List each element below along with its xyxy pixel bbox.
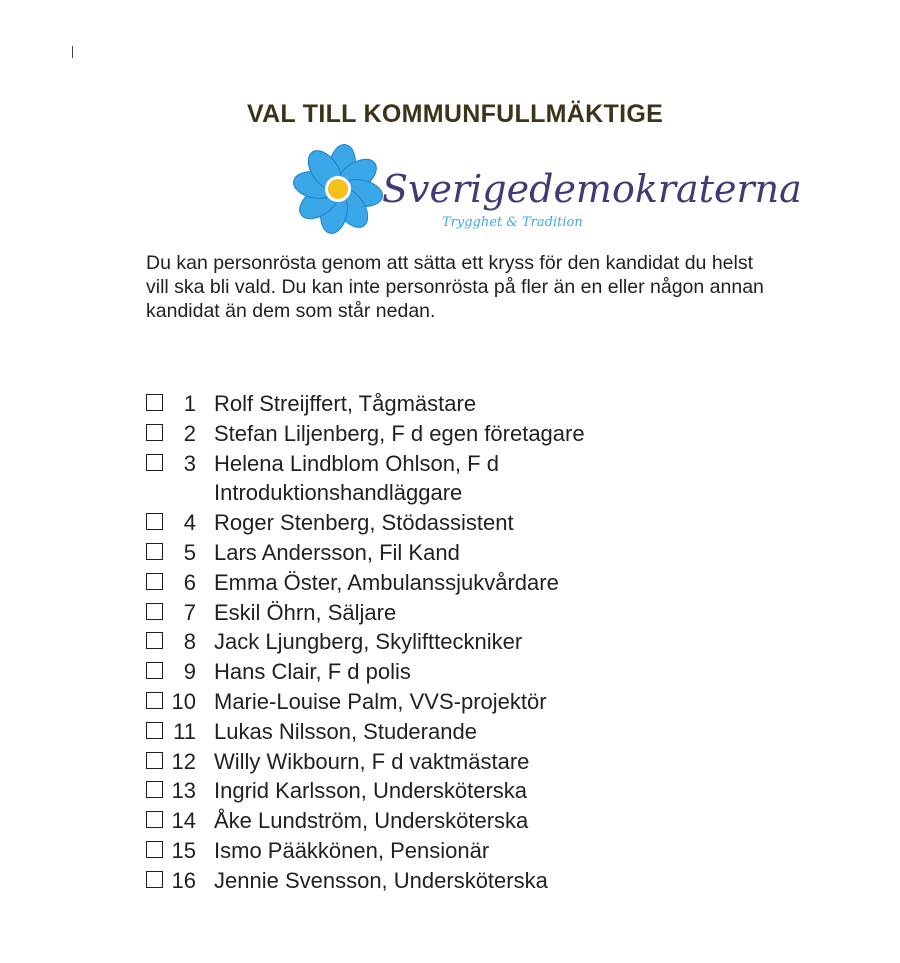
candidate-row: [146, 687, 846, 717]
candidate-name: Hans Clair, F d polis: [214, 659, 411, 685]
candidate-checkbox[interactable]: [146, 871, 163, 888]
candidate-row: [146, 776, 846, 806]
candidate-number: 10: [171, 688, 196, 714]
candidate-name: Jennie Svensson, Undersköterska: [214, 867, 548, 893]
candidate-row: [146, 598, 846, 628]
candidate-name: Roger Stenberg, Stödassistent: [214, 510, 514, 536]
candidate-checkbox[interactable]: [146, 543, 163, 560]
candidate-row: [146, 747, 846, 777]
candidate-row: [146, 717, 846, 747]
candidate-name: Stefan Liljenberg, F d egen företagare: [214, 420, 585, 446]
candidate-name: Emma Öster, Ambulanssjukvårdare: [214, 569, 559, 595]
candidate-checkbox[interactable]: [146, 662, 163, 679]
candidate-row: [146, 836, 846, 866]
candidate-row: [146, 508, 846, 538]
candidate-row: [146, 389, 846, 419]
candidate-number: 6: [183, 569, 196, 595]
instructions-text: Du kan personrösta genom att sätta ett kryss för den kandidat du helst vill ska bli vald. Du kan inte personrösta på fler än en eller någon annan kandidat än dem som står nedan.: [146, 252, 764, 322]
candidate-checkbox[interactable]: [146, 722, 163, 739]
candidate-number: 14: [171, 808, 196, 834]
candidate-row: [146, 538, 846, 568]
candidate-name: Åke Lundström, Undersköterska: [214, 808, 529, 834]
candidate-name: Lars Andersson, Fil Kand: [214, 539, 460, 565]
candidate-name: Helena Lindblom Ohlson, F d Introduktionshandläggare: [214, 450, 499, 506]
party-logo-slogan: Trygghet & Tradition: [442, 215, 583, 230]
party-logo-graphic: [292, 142, 802, 238]
candidate-checkbox[interactable]: [146, 424, 163, 441]
candidate-number: 5: [183, 539, 196, 565]
candidate-checkbox[interactable]: [146, 394, 163, 411]
candidate-row: [146, 657, 846, 687]
candidate-row: [146, 449, 846, 509]
candidate-checkbox[interactable]: [146, 781, 163, 798]
candidate-name: Ingrid Karlsson, Undersköterska: [214, 778, 528, 804]
crop-mark: [72, 46, 73, 58]
candidate-number: 7: [183, 599, 196, 625]
candidate-checkbox[interactable]: [146, 513, 163, 530]
candidate-row: [146, 866, 846, 896]
candidate-checkbox[interactable]: [146, 752, 163, 769]
candidate-name: Jack Ljungberg, Skyliftteckniker: [214, 629, 523, 655]
candidate-number: 12: [171, 748, 196, 774]
candidate-name: Eskil Öhrn, Säljare: [214, 599, 397, 625]
candidate-number: 13: [171, 778, 196, 804]
candidate-number: 2: [183, 420, 196, 446]
candidate-row: [146, 419, 846, 449]
candidate-row: [146, 568, 846, 598]
candidate-checkbox[interactable]: [146, 573, 163, 590]
candidate-number: 16: [171, 867, 196, 893]
candidate-name: Willy Wikbourn, F d vaktmästare: [214, 748, 530, 774]
candidate-checkbox[interactable]: [146, 603, 163, 620]
candidate-row: [146, 627, 846, 657]
candidate-number: 9: [183, 659, 196, 685]
candidate-checkbox[interactable]: [146, 811, 163, 828]
candidate-name: Ismo Pääkkönen, Pensionär: [214, 837, 490, 863]
candidate-checkbox[interactable]: [146, 454, 163, 471]
candidate-checkbox[interactable]: [146, 692, 163, 709]
flower-icon: [291, 142, 384, 235]
candidate-number: 4: [183, 510, 196, 536]
candidate-checkbox[interactable]: [146, 841, 163, 858]
party-logo-name: Sverigedemokraterna: [382, 167, 802, 211]
candidate-checkbox[interactable]: [146, 632, 163, 649]
candidate-number: 8: [183, 629, 196, 655]
candidate-number: 1: [183, 391, 196, 416]
candidate-number: 3: [183, 450, 196, 476]
party-logo: [292, 142, 802, 238]
candidate-number: 11: [173, 718, 196, 744]
ballot-title: VAL TILL KOMMUNFULLMÄKTIGE: [246, 100, 664, 128]
candidate-row: [146, 806, 846, 836]
candidate-name: Lukas Nilsson, Studerande: [214, 718, 477, 744]
candidate-name: Marie-Louise Palm, VVS-projektör: [214, 688, 547, 714]
candidate-number: 15: [171, 837, 196, 863]
candidate-list: [146, 389, 846, 896]
candidate-name: Rolf Streijffert, Tågmästare: [214, 391, 477, 416]
